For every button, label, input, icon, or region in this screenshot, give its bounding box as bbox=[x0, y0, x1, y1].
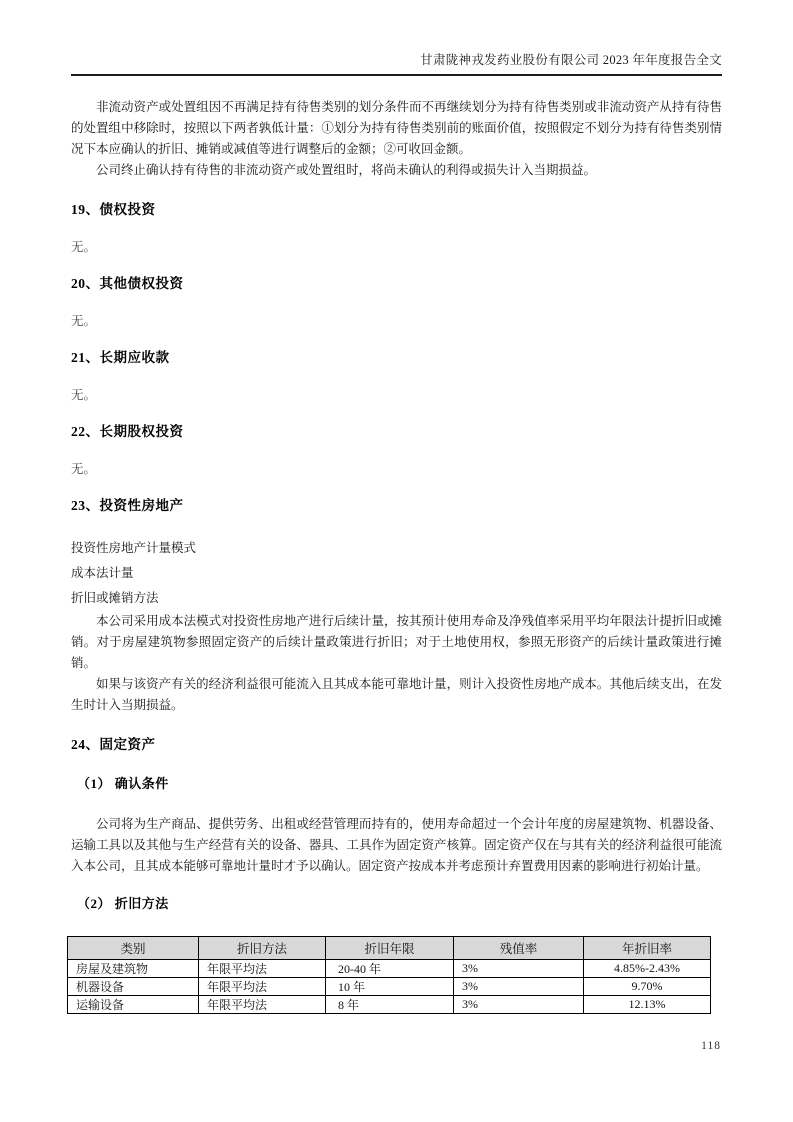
investment-property-method: 成本法计量 bbox=[71, 566, 134, 580]
section-24-sub2-heading: （2） 折旧方法 bbox=[77, 896, 169, 911]
section-24-sub1-paragraph: 公司将为生产商品、提供劳务、出租或经营管理而持有的，使用寿命超过一个会计年度的房屋建筑物、机器设备、运输工具以及其他与生产经营有关的设备、器具、工具作为固定资产核算。固定资产仅在与其有关的经济利益很可能流入本公司，且其成本能够可靠地计量时才予以确认。固定资产按成本并考虑预计弃置费用因素的影响进行初始计量。 bbox=[71, 817, 722, 873]
page-content bbox=[71, 97, 722, 1014]
section-24-sub1-heading: （1） 确认条件 bbox=[77, 776, 169, 791]
cell-years: 10 年 bbox=[326, 978, 454, 996]
cell-residual-rate: 3% bbox=[454, 996, 584, 1014]
depreciation-table-header-row bbox=[68, 937, 711, 960]
cell-years: 20-40 年 bbox=[326, 960, 454, 978]
column-header-method: 折旧方法 bbox=[199, 937, 326, 960]
cell-category: 房屋及建筑物 bbox=[68, 960, 199, 978]
cell-method: 年限平均法 bbox=[199, 996, 326, 1014]
cell-method: 年限平均法 bbox=[199, 978, 326, 996]
section-22-body: 无。 bbox=[71, 462, 97, 476]
section-23-heading: 23、投资性房地产 bbox=[71, 498, 184, 513]
section-19-heading: 19、债权投资 bbox=[71, 202, 156, 217]
intro-paragraph-2: 公司终止确认持有待售的非流动资产或处置组时，将尚未确认的利得或损失计入当期损益。 bbox=[96, 163, 597, 177]
section-20-body: 无。 bbox=[71, 314, 97, 328]
cell-years: 8 年 bbox=[326, 996, 454, 1014]
cell-annual-rate: 4.85%-2.43% bbox=[584, 960, 711, 978]
cell-residual-rate: 3% bbox=[454, 978, 584, 996]
section-21-heading: 21、长期应收款 bbox=[71, 350, 170, 365]
cell-annual-rate: 12.13% bbox=[584, 996, 711, 1014]
column-header-residual-rate: 残值率 bbox=[454, 937, 584, 960]
cell-residual-rate: 3% bbox=[454, 960, 584, 978]
section-19-body: 无。 bbox=[71, 240, 97, 254]
depreciation-table bbox=[67, 936, 711, 1014]
document-header-title: 甘肃陇神戎发药业股份有限公司 2023 年年度报告全文 bbox=[420, 53, 722, 67]
page-number: 118 bbox=[701, 1040, 721, 1052]
section-23-paragraph-2: 如果与该资产有关的经济利益很可能流入且其成本能可靠地计量，则计入投资性房地产成本。其他后续支出，在发生时计入当期损益。 bbox=[71, 677, 722, 712]
table-row bbox=[68, 978, 711, 996]
cell-category: 机器设备 bbox=[68, 978, 199, 996]
cell-category: 运输设备 bbox=[68, 996, 199, 1014]
column-header-years: 折旧年限 bbox=[326, 937, 454, 960]
table-row bbox=[68, 960, 711, 978]
section-24-heading: 24、固定资产 bbox=[71, 737, 156, 752]
investment-property-depreciation-label: 折旧或摊销方法 bbox=[71, 591, 159, 605]
column-header-annual-rate: 年折旧率 bbox=[584, 937, 711, 960]
section-21-body: 无。 bbox=[71, 388, 97, 402]
column-header-category: 类别 bbox=[68, 937, 199, 960]
cell-method: 年限平均法 bbox=[199, 960, 326, 978]
header-rule bbox=[71, 74, 722, 76]
intro-paragraph-1: 非流动资产或处置组因不再满足持有待售类别的划分条件而不再继续划分为持有待售类别或非流动资产从持有待售的处置组中移除时，按照以下两者孰低计量：①划分为持有待售类别前的账面价值，按照假定不划分为持有待售类别情况下本应确认的折旧、摊销或减值等进行调整后的金额；②可收回金额。 bbox=[71, 100, 722, 156]
section-22-heading: 22、长期股权投资 bbox=[71, 424, 184, 439]
investment-property-mode-label: 投资性房地产计量模式 bbox=[71, 541, 197, 555]
table-row bbox=[68, 996, 711, 1014]
document-header bbox=[71, 0, 722, 76]
section-20-heading: 20、其他债权投资 bbox=[71, 276, 184, 291]
cell-annual-rate: 9.70% bbox=[584, 978, 711, 996]
section-23-paragraph-1: 本公司采用成本法模式对投资性房地产进行后续计量，按其预计使用寿命及净残值率采用平均年限法计提折旧或摊销。对于房屋建筑物参照固定资产的后续计量政策进行折旧；对于土地使用权，参照无形资产的后续计量政策进行摊销。 bbox=[71, 614, 722, 670]
